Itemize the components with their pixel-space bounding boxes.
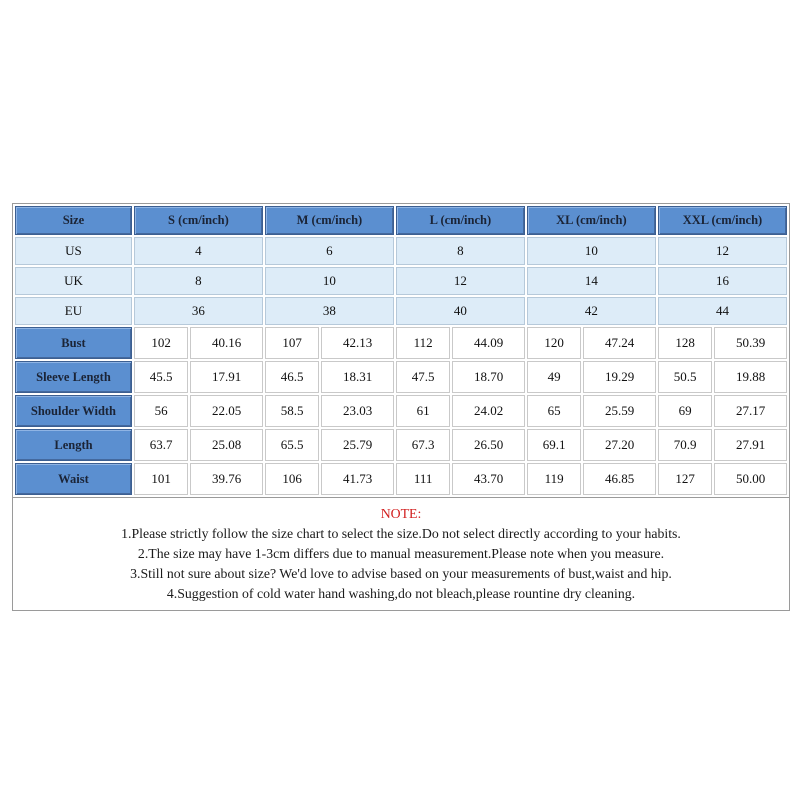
row-label: US [15, 237, 132, 265]
row-label: Length [15, 429, 132, 461]
table-cell-cm: 58.5 [265, 395, 319, 427]
table-cell-inch: 42.13 [321, 327, 394, 359]
table-cell-cm: 106 [265, 463, 319, 495]
row-label: EU [15, 297, 132, 325]
table-cell-cm: 101 [134, 463, 188, 495]
table-cell-cm: 102 [134, 327, 188, 359]
table-cell: 16 [658, 267, 787, 295]
table-cell-cm: 49 [527, 361, 581, 393]
table-cell-inch: 43.70 [452, 463, 525, 495]
table-cell-cm: 69 [658, 395, 712, 427]
table-cell-cm: 67.3 [396, 429, 450, 461]
measure-row-length [15, 429, 787, 461]
table-cell-cm: 65.5 [265, 429, 319, 461]
table-cell-inch: 18.70 [452, 361, 525, 393]
table-cell-inch: 27.17 [714, 395, 787, 427]
table-cell-inch: 25.59 [583, 395, 656, 427]
region-row-eu [15, 297, 787, 325]
table-cell-inch: 24.02 [452, 395, 525, 427]
table-cell-inch: 17.91 [190, 361, 263, 393]
table-cell-cm: 107 [265, 327, 319, 359]
row-label: Sleeve Length [15, 361, 132, 393]
table-cell-cm: 65 [527, 395, 581, 427]
note-line-4: 4.Suggestion of cold water hand washing,do not bleach,please rountine dry cleaning. [166, 586, 636, 601]
row-label: Shoulder Width [15, 395, 132, 427]
table-cell-cm: 45.5 [134, 361, 188, 393]
table-cell-cm: 50.5 [658, 361, 712, 393]
table-cell-inch: 44.09 [452, 327, 525, 359]
table-cell-inch: 46.85 [583, 463, 656, 495]
table-cell-inch: 50.39 [714, 327, 787, 359]
note-line-2: 2.The size may have 1-3cm differs due to manual measurement.Please note when you measure. [137, 546, 665, 561]
column-header-l: L (cm/inch) [396, 206, 525, 235]
notes-section [13, 497, 789, 610]
table-cell-cm: 46.5 [265, 361, 319, 393]
table-cell-inch: 40.16 [190, 327, 263, 359]
table-cell: 10 [527, 237, 656, 265]
size-table [13, 204, 789, 497]
column-header-xxl: XXL (cm/inch) [658, 206, 787, 235]
table-cell: 14 [527, 267, 656, 295]
table-cell-inch: 22.05 [190, 395, 263, 427]
table-cell: 8 [396, 237, 525, 265]
table-cell-inch: 19.29 [583, 361, 656, 393]
table-cell: 38 [265, 297, 394, 325]
measure-row-shoulder-width [15, 395, 787, 427]
table-cell: 10 [265, 267, 394, 295]
measure-row-bust [15, 327, 787, 359]
row-label: UK [15, 267, 132, 295]
table-cell-cm: 69.1 [527, 429, 581, 461]
table-cell: 4 [134, 237, 263, 265]
table-cell-cm: 127 [658, 463, 712, 495]
row-label: Bust [15, 327, 132, 359]
table-cell-inch: 27.91 [714, 429, 787, 461]
table-cell-inch: 47.24 [583, 327, 656, 359]
size-header-cell: Size [15, 206, 132, 235]
table-cell-inch: 23.03 [321, 395, 394, 427]
table-cell: 12 [658, 237, 787, 265]
measure-row-waist [15, 463, 787, 495]
table-cell-cm: 70.9 [658, 429, 712, 461]
table-cell: 44 [658, 297, 787, 325]
note-line-3: 3.Still not sure about size? We'd love to advise based on your measurements of bust,waist and hip. [130, 566, 672, 581]
table-cell: 12 [396, 267, 525, 295]
table-cell-cm: 56 [134, 395, 188, 427]
table-cell-cm: 128 [658, 327, 712, 359]
table-cell-inch: 18.31 [321, 361, 394, 393]
table-cell-cm: 63.7 [134, 429, 188, 461]
table-cell-inch: 19.88 [714, 361, 787, 393]
table-cell-cm: 112 [396, 327, 450, 359]
column-header-xl: XL (cm/inch) [527, 206, 656, 235]
region-row-uk [15, 267, 787, 295]
table-cell-inch: 27.20 [583, 429, 656, 461]
table-cell-inch: 25.08 [190, 429, 263, 461]
table-cell-cm: 119 [527, 463, 581, 495]
table-cell-inch: 26.50 [452, 429, 525, 461]
table-cell-cm: 61 [396, 395, 450, 427]
measure-row-sleeve-length [15, 361, 787, 393]
table-cell: 6 [265, 237, 394, 265]
note-title: NOTE: [380, 506, 422, 521]
column-header-s: S (cm/inch) [134, 206, 263, 235]
note-line-1: 1.Please strictly follow the size chart to select the size.Do not select directly according to your habits. [121, 526, 681, 541]
table-cell: 36 [134, 297, 263, 325]
table-cell-inch: 25.79 [321, 429, 394, 461]
column-header-m: M (cm/inch) [265, 206, 394, 235]
table-cell-cm: 111 [396, 463, 450, 495]
size-chart [12, 203, 790, 611]
table-cell-inch: 41.73 [321, 463, 394, 495]
table-cell: 8 [134, 267, 263, 295]
table-cell-inch: 39.76 [190, 463, 263, 495]
row-label: Waist [15, 463, 132, 495]
region-row-us [15, 237, 787, 265]
table-cell-inch: 50.00 [714, 463, 787, 495]
table-cell: 40 [396, 297, 525, 325]
table-cell-cm: 47.5 [396, 361, 450, 393]
table-cell-cm: 120 [527, 327, 581, 359]
table-cell: 42 [527, 297, 656, 325]
table-header-row [15, 206, 787, 235]
